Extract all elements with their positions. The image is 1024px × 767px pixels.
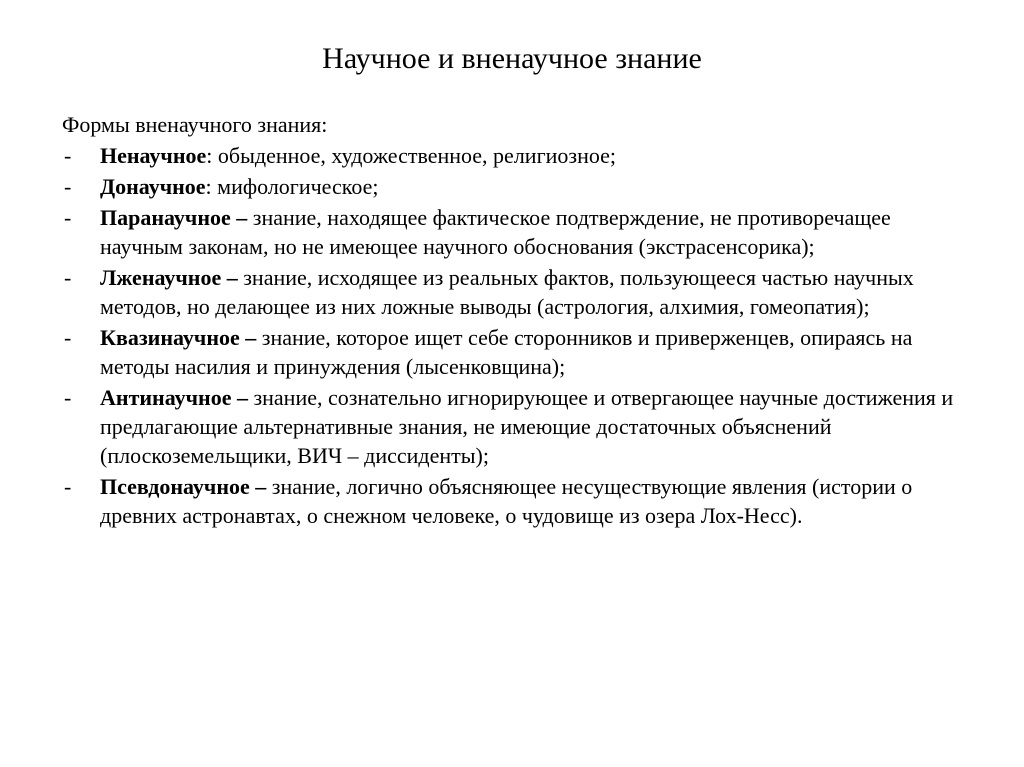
dash-bullet: -: [64, 173, 72, 199]
dash-bullet: -: [64, 264, 72, 290]
item-text: обыденное, художественное, религиозное;: [217, 142, 616, 168]
list-item: [62, 172, 966, 201]
item-term: Лженаучное: [100, 264, 222, 290]
list-item: [62, 472, 966, 530]
item-separator: –: [221, 264, 244, 290]
page-title: Научное и вненаучное знание: [322, 42, 702, 75]
item-separator: –: [249, 473, 272, 499]
item-separator: –: [231, 384, 254, 410]
item-term: Ненаучное: [100, 142, 207, 168]
item-term: Псевдонаучное: [100, 473, 250, 499]
item-text: знание, исходящее из реальных фактов, пользующееся частью научных методов, но делающее из них ложные выводы (астрология, алхимия, гомеопатия);: [100, 264, 914, 319]
slide-body: [62, 110, 966, 530]
item-separator: :: [206, 142, 218, 168]
dash-bullet: -: [64, 142, 72, 168]
item-text: знание, которое ищет себе сторонников и приверженцев, опираясь на методы насилия и принуждения (лысенковщина);: [100, 324, 913, 379]
dash-bullet: -: [64, 324, 72, 350]
item-text: знание, логично объясняющее несуществующие явления (истории о древних астронавтах, о снежном человеке, о чудовище из озера Лох-Несс).: [100, 473, 913, 528]
intro-line: Формы вненаучного знания:: [62, 111, 328, 137]
dash-bullet: -: [64, 473, 72, 499]
item-term: Паранаучное: [100, 204, 231, 230]
dash-bullet: -: [64, 384, 72, 410]
item-text: знание, находящее фактическое подтверждение, не противоречащее научным законам, но не имеющее научного обоснования (экстрасенсорика);: [100, 204, 891, 259]
item-text: знание, сознательно игнорирующее и отвергающее научные достижения и предлагающие альтернативные знания, не имеющие достаточных объяснений (плоскоземельщики, ВИЧ – диссиденты);: [100, 384, 954, 468]
item-separator: :: [205, 173, 218, 199]
item-text: мифологическое;: [217, 173, 379, 199]
forms-list: [62, 141, 966, 530]
item-separator: –: [230, 204, 253, 230]
dash-bullet: -: [64, 204, 72, 230]
list-item: [62, 203, 966, 261]
list-item: [62, 383, 966, 470]
item-separator: –: [239, 324, 262, 350]
list-item: [62, 323, 966, 381]
list-item: [62, 263, 966, 321]
item-term: Донаучное: [100, 173, 206, 199]
item-term: Антинаучное: [100, 384, 232, 410]
item-term: Квазинаучное: [100, 324, 240, 350]
list-item: [62, 141, 966, 170]
